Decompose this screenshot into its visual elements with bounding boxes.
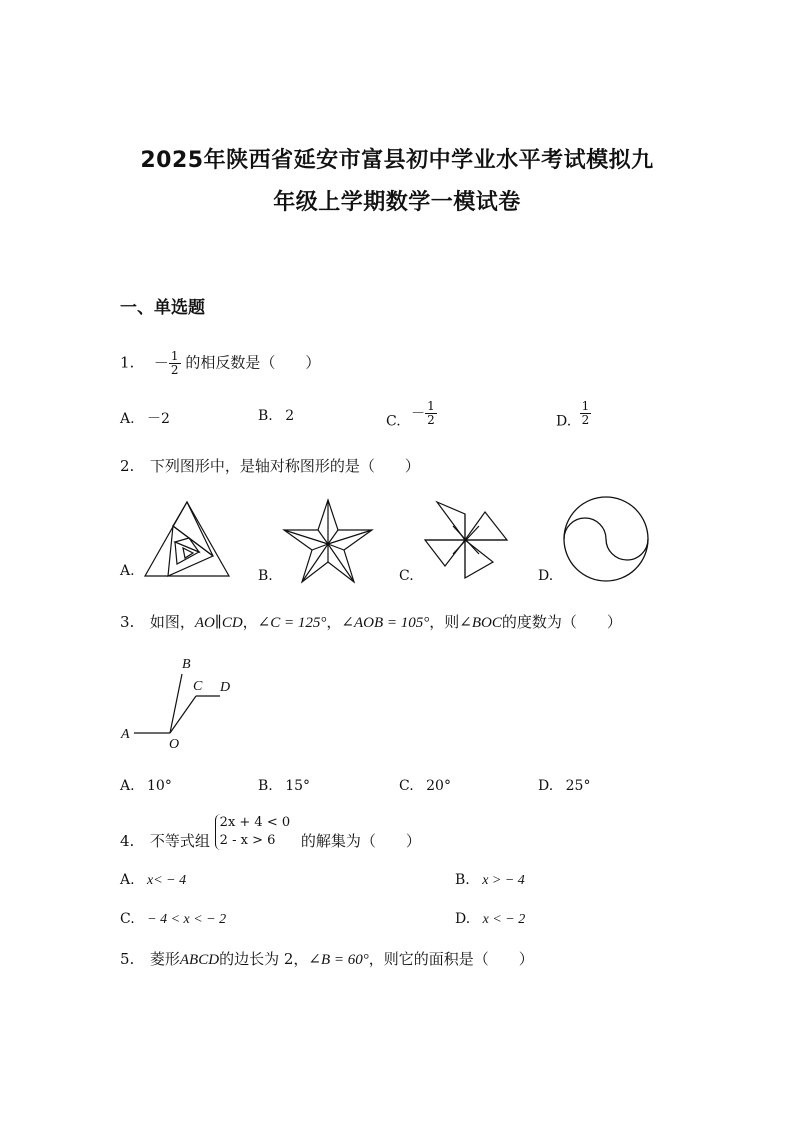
option-3-b: B. 15° bbox=[258, 778, 311, 794]
inequality-2: 2 - x > 6 bbox=[219, 833, 276, 848]
section-heading: 一、单选题 bbox=[120, 298, 205, 318]
option-1-d: D. $\frac{1}{2}$ bbox=[556, 399, 590, 430]
condition-angle-aob: ∠AOB = 105° bbox=[341, 615, 430, 631]
question-number: 2. bbox=[120, 457, 135, 475]
target-angle-boc: ∠BOC bbox=[459, 615, 502, 631]
document-title-line-2: 年级上学期数学一模试卷 bbox=[273, 190, 521, 215]
condition-angle-c: ∠C = 125° bbox=[257, 615, 327, 631]
option-3-a: A. 10° bbox=[120, 778, 172, 794]
question-number: 5. bbox=[120, 950, 135, 968]
label-c: C bbox=[193, 679, 203, 694]
condition-angle-b: ∠B = 60° bbox=[308, 952, 369, 968]
option-4-a: A. x< − 4 bbox=[120, 872, 187, 888]
question-3: 3. 如图，AO∥CD，∠C = 125°，∠AOB = 105°，则∠BOC的度数为（ ） bbox=[120, 613, 622, 631]
figure-five-point-star bbox=[282, 498, 374, 584]
question-1 bbox=[120, 350, 320, 377]
option-4-d: D. x < − 2 bbox=[455, 911, 526, 927]
question-5: 5. 菱形ABCD的边长为 2，∠B = 60°，则它的面积是（ ） bbox=[120, 950, 534, 968]
option-4-b: B. x > − 4 bbox=[455, 872, 525, 888]
document-title-line-1: 2025年陕西省延安市富县初中学业水平考试模拟九 bbox=[140, 148, 654, 173]
inequality-1: 2x + 4 < 0 bbox=[219, 815, 291, 830]
label-o: O bbox=[169, 737, 180, 752]
question-number: 3. bbox=[120, 613, 135, 631]
label-d: D bbox=[220, 680, 231, 695]
question-2 bbox=[120, 455, 420, 476]
condition-parallel: AO∥CD bbox=[194, 615, 243, 631]
option-2-b-label: B. bbox=[258, 568, 273, 584]
option-2-d-label: D. bbox=[538, 568, 554, 584]
question-text: 的相反数是（ ） bbox=[185, 353, 321, 372]
label-a: A bbox=[121, 727, 130, 742]
option-1-c: C. － $\frac{1}{2}$ bbox=[386, 399, 435, 430]
question-number: 1. bbox=[120, 353, 135, 372]
option-1-a: A. －2 bbox=[120, 411, 170, 427]
option-3-d: D. 25° bbox=[538, 778, 591, 794]
label-b: B bbox=[182, 657, 191, 672]
figure-pinwheel bbox=[423, 500, 509, 582]
shape-name: ABCD bbox=[179, 952, 220, 968]
option-1-b: B. 2 bbox=[258, 408, 295, 424]
option-2-a-label: A. bbox=[120, 563, 135, 579]
option-2-c-label: C. bbox=[399, 568, 414, 584]
question-number: 4. bbox=[120, 832, 135, 850]
figure-nested-triangles bbox=[143, 500, 233, 580]
question-text: 下列图形中，是轴对称图形的是（ ） bbox=[149, 457, 420, 475]
figure-angle-diagram bbox=[116, 652, 246, 752]
option-4-c: C. − 4 < x < − 2 bbox=[120, 911, 227, 927]
question-expression: － $\frac{1}{2}$ bbox=[153, 349, 179, 377]
option-3-c: C. 20° bbox=[399, 778, 451, 794]
figure-yin-yang-circle bbox=[562, 495, 650, 583]
inequality-system bbox=[215, 814, 290, 850]
question-4: 4. 不等式组 2x + 4 < 0 2 - x > 6 的解集为（ ） bbox=[120, 815, 421, 850]
